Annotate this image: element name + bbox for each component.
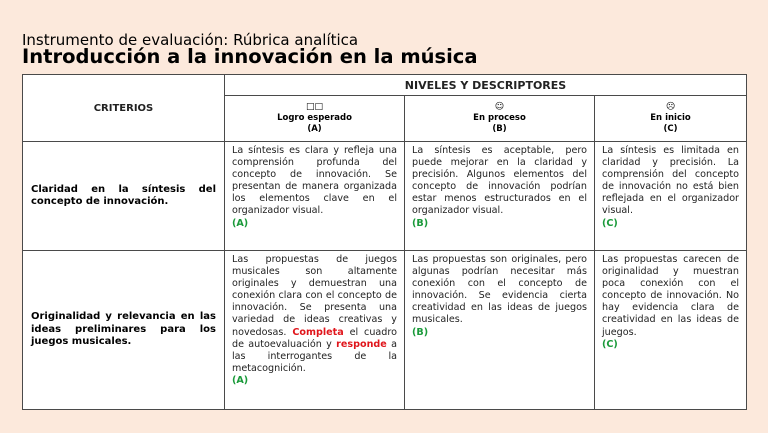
- frown-icon: ☹: [665, 102, 676, 112]
- highlight-word: Completa: [292, 326, 344, 338]
- table-row: [23, 251, 747, 410]
- level-header-c: [595, 96, 747, 142]
- descriptor-level: (B): [412, 217, 429, 229]
- level-header-b: [405, 96, 595, 142]
- level-name: Logro esperado: [277, 113, 352, 123]
- level-name: En proceso: [473, 113, 526, 123]
- descriptor-level: (B): [412, 326, 429, 338]
- level-header-a: [225, 96, 405, 142]
- expected-achievement-icon: □□: [305, 102, 323, 112]
- level-code: (C): [663, 124, 678, 134]
- rubric-table: [22, 74, 747, 410]
- criteria-header: CRITERIOS: [23, 75, 225, 142]
- table-row: [23, 142, 747, 251]
- descriptor-text: La síntesis es limitada en claridad y precisión. La comprensión del concepto de innovación no está bien reflejada en el organizador visual.: [602, 145, 740, 217]
- criterion-cell: Claridad en la síntesis del concepto de innovación.: [23, 142, 225, 251]
- descriptor-cell-c: [595, 251, 747, 410]
- descriptor-text: Las propuestas carecen de originalidad y muestran poca conexión con el concepto de innovación. No hay evidencia clara de creatividad en las ideas de juegos.: [602, 254, 740, 338]
- highlight-word: responde: [336, 338, 387, 350]
- descriptor-text: el cuadro de autoevaluación y: [232, 326, 397, 350]
- descriptor-cell-b: [405, 142, 595, 251]
- descriptor-level: (C): [602, 217, 618, 229]
- descriptor-cell-b: [405, 251, 595, 410]
- descriptor-text: Las propuestas de juegos musicales son altamente originales y demuestran una conexión clara con el concepto de innovación. Se presenta una variedad de ideas creativas y novedosas.: [232, 254, 397, 338]
- level-code: (A): [307, 124, 322, 134]
- descriptor-text: a las interrogantes de la metacognición.: [232, 338, 397, 374]
- level-name: En inicio: [650, 113, 691, 123]
- descriptor-text: La síntesis es aceptable, pero puede mejorar en la claridad y precisión. Algunos elementos del concepto de innovación podrían estar menos estructurados en el organizador visual.: [412, 145, 587, 217]
- descriptor-cell-a: [225, 142, 405, 251]
- slide-subtitle: Instrumento de evaluación: Rúbrica analítica: [22, 31, 359, 49]
- descriptor-text: Las propuestas son originales, pero algunas podrían necesitar más conexión con el concepto de innovación. Se evidencia cierta creatividad en las ideas de juegos musicales.: [412, 254, 587, 326]
- descriptor-level: (A): [232, 217, 249, 229]
- level-code: (B): [492, 124, 507, 134]
- levels-header: NIVELES Y DESCRIPTORES: [225, 75, 747, 96]
- criterion-cell: Originalidad y relevancia en las ideas preliminares para los juegos musicales.: [23, 251, 225, 410]
- descriptor-cell-a: [225, 251, 405, 410]
- descriptor-level: (C): [602, 338, 618, 350]
- descriptor-level: (A): [232, 374, 249, 386]
- descriptor-text: La síntesis es clara y refleja una comprensión profunda del concepto de innovación. Se presentan de manera organizada los elementos clave en el organizador visual.: [232, 145, 397, 217]
- slide-title: Introducción a la innovación en la música: [22, 45, 478, 68]
- smile-icon: ☺: [494, 102, 505, 112]
- descriptor-cell-c: [595, 142, 747, 251]
